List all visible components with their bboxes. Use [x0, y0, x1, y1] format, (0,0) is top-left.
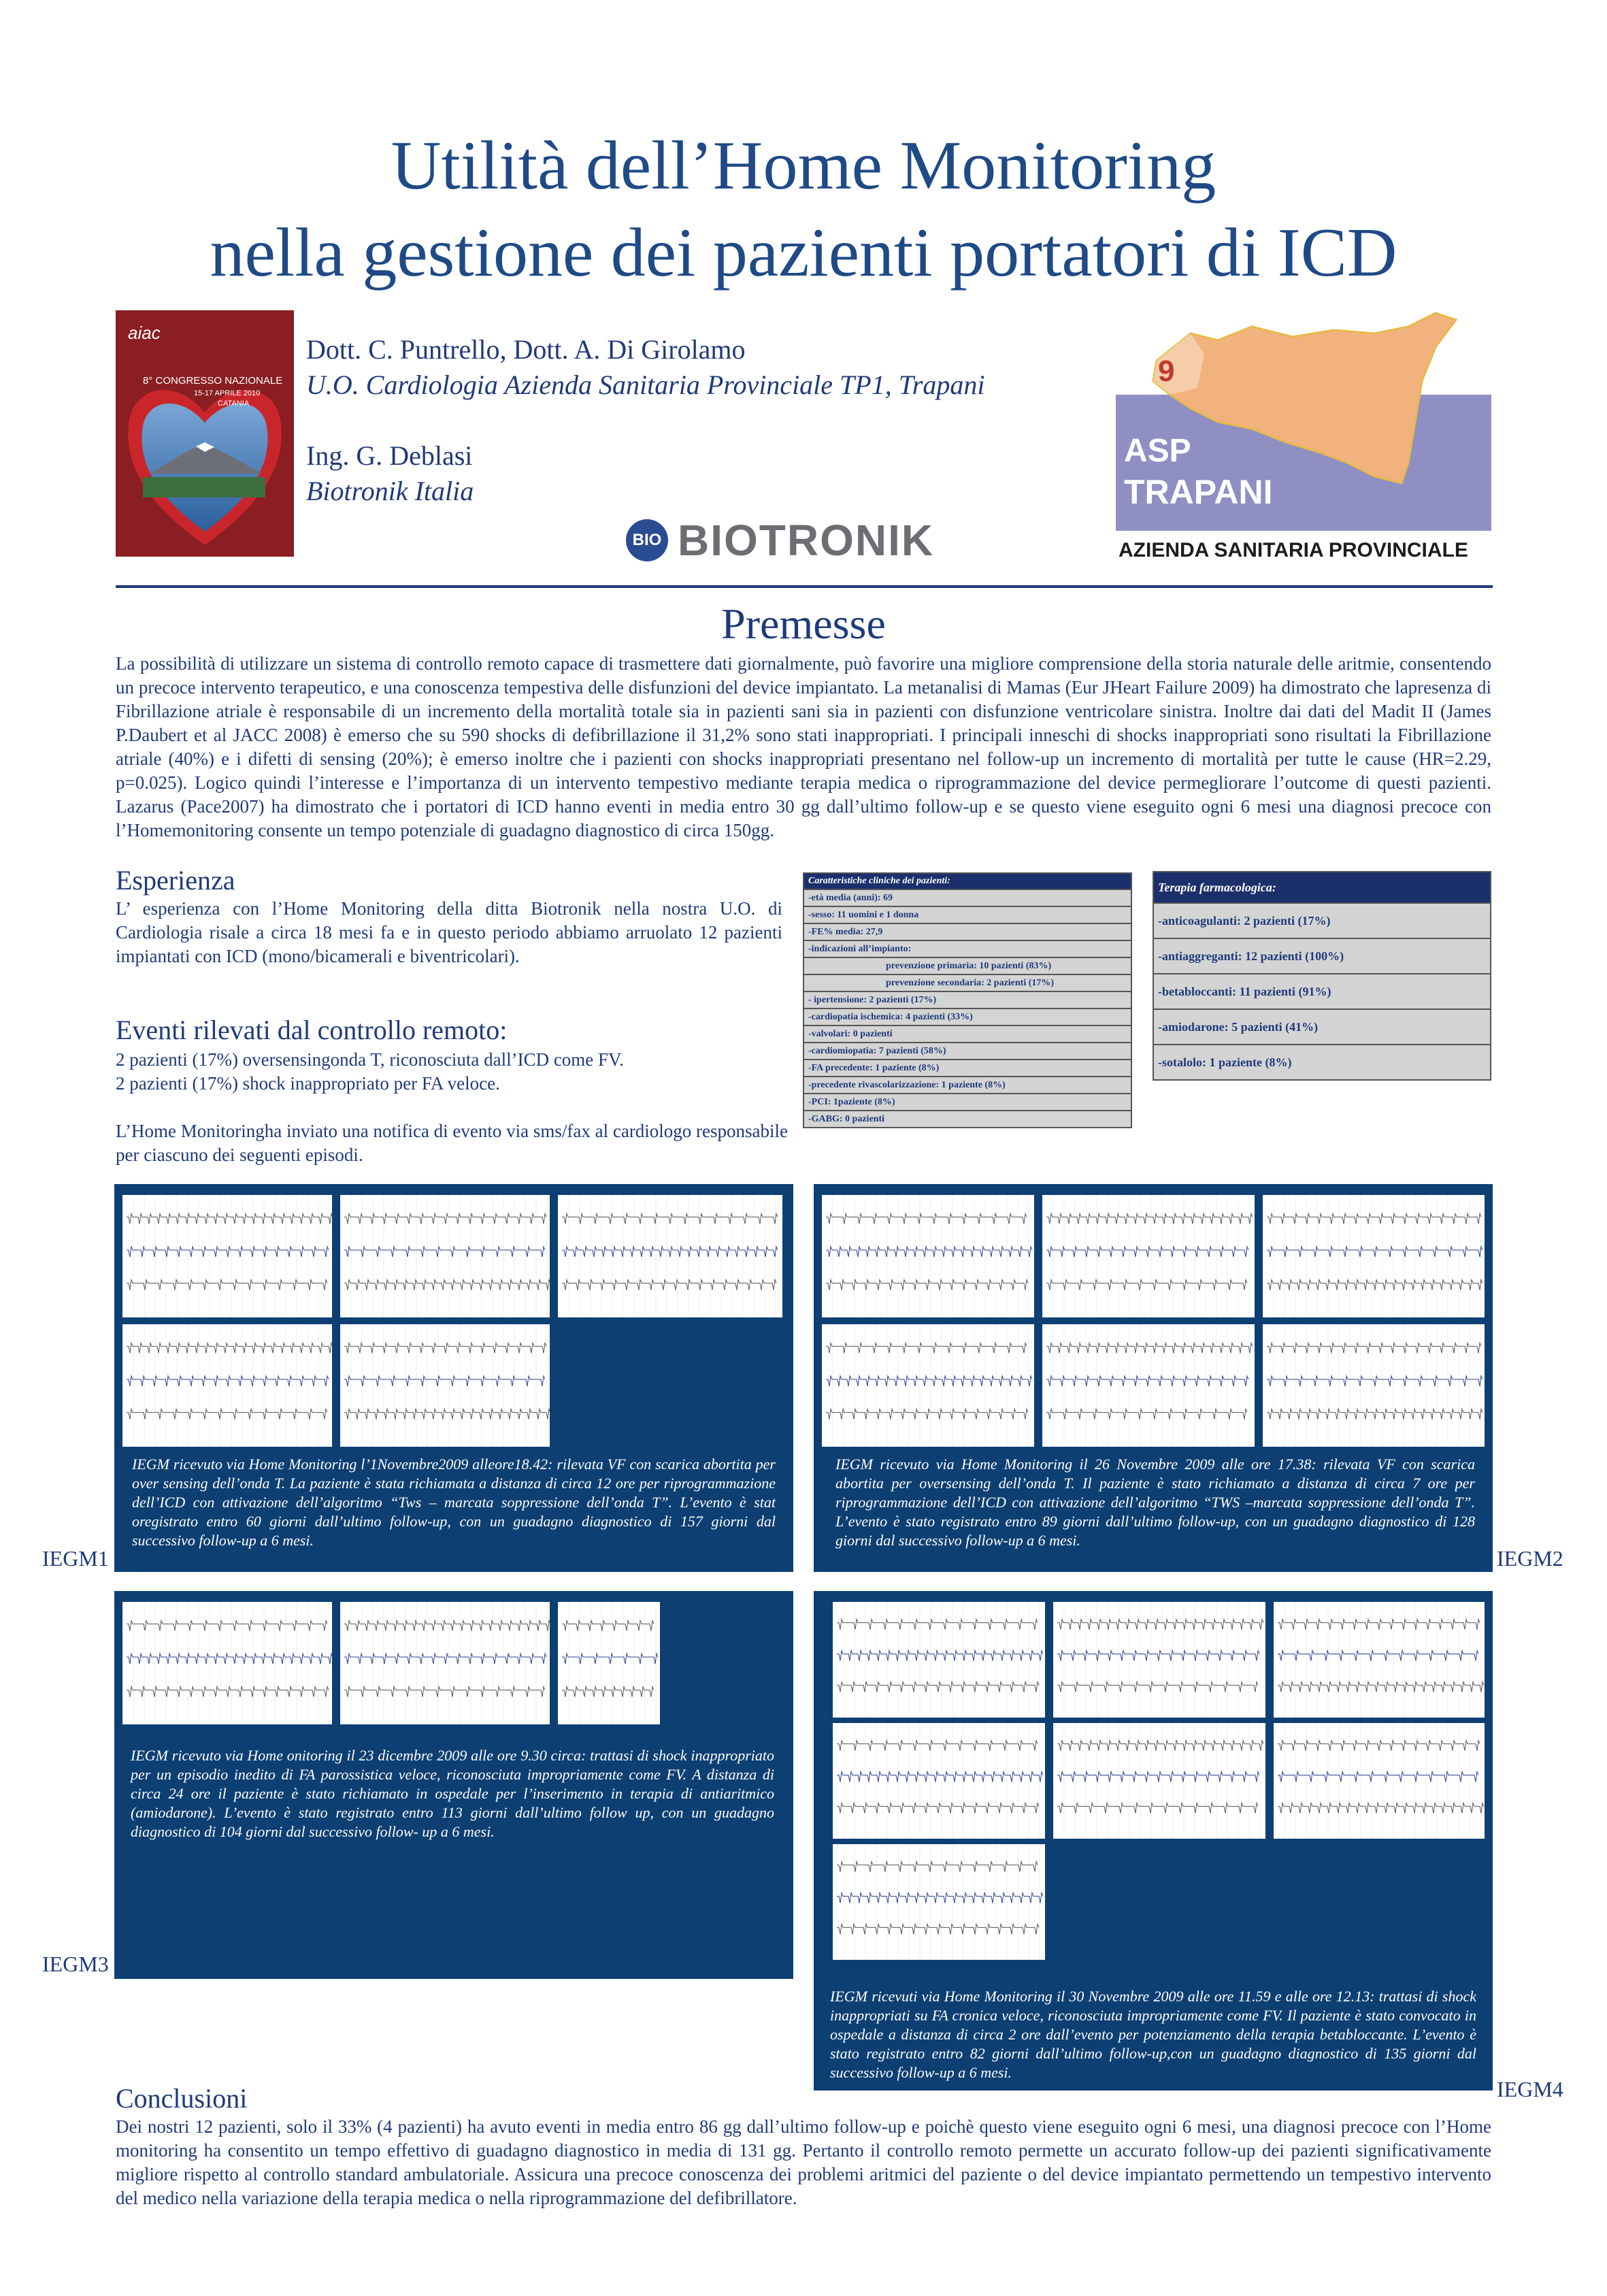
table-row: -precedente rivascolarizzazione: 1 paziente (8%) [804, 1077, 1131, 1094]
iegm-trace-image [122, 1602, 332, 1724]
iegm-trace [340, 1602, 550, 1724]
title-line-2: nella gestione dei pazienti portatori di ICD [210, 214, 1397, 291]
table-row: -FA precedente: 1 paziente (8%) [804, 1060, 1131, 1077]
asp-trapani-logo [1116, 306, 1491, 565]
iegm-trace [558, 1602, 660, 1724]
clinical-table [803, 872, 1132, 1128]
iegm3-panel [114, 1591, 793, 1979]
biotronik-logo [626, 517, 966, 563]
iegm-trace-image [833, 1602, 1045, 1718]
table-row: -sotalolo: 1 paziente (8%) [1153, 1045, 1491, 1080]
iegm-trace-image [1042, 1324, 1255, 1447]
table-row: -sesso: 11 uomini e 1 donna [804, 906, 1131, 923]
table-row: -cardiopatia ischemica: 4 pazienti (33%) [804, 1008, 1131, 1026]
iegm-trace-image [340, 1195, 550, 1317]
iegm-trace [122, 1324, 332, 1447]
iegm1-label: IEGM1 [42, 1546, 109, 1571]
authors-block [306, 332, 984, 509]
iegm-trace [1042, 1195, 1255, 1317]
iegm-trace [822, 1195, 1034, 1317]
iegm-trace-image [122, 1324, 332, 1447]
iegm-trace-image [833, 1844, 1045, 1960]
table-row: -indicazioni all’impianto: [804, 940, 1131, 957]
eventi-line-3: L’Home Monitoringha inviato una notifica di evento via sms/fax al cardiologo responsabile per ciascuno dei seguenti episodi. [116, 1121, 789, 1165]
iegm-trace-image [1042, 1195, 1255, 1317]
table-row: prevenzione secondaria: 2 pazienti (17%) [804, 974, 1131, 991]
iegm-trace [340, 1195, 550, 1317]
iegm4-caption: IEGM ricevuti via Home Monitoring il 30 Novembre 2009 alle ore 11.59 e alle ore 12.13: trattasi di shock inappropriati su FA cronica veloce, riconosciuta impropriamente come FV. Il paziente è stato convocato in ospedale a distanza di circa 2 ore dall’evento per potenziamento della terapia betabloccante. L’evento è stato registrato entro 82 giorni dall’ultimo follow-up,con un guadagno diagnostico di 135 giorni dal successivo follow-up a 6 mesi. [830, 1988, 1476, 2081]
iegm2-panel [814, 1184, 1493, 1572]
iegm-trace-image [822, 1195, 1034, 1317]
asp-number: 9 [1158, 355, 1175, 388]
esperienza-text: L’ esperienza con l’Home Monitoring della ditta Biotronik nella nostra U.O. di Cardiologia risale a circa 18 mesi fa e in questo periodo abbiamo arruolato 12 pazienti impiantati con ICD (mono/bicamerali e biventricolari). [116, 898, 782, 966]
asp-line2: TRAPANI [1124, 473, 1273, 511]
authors-doctors: Dott. C. Puntrello, Dott. A. Di Girolamo [306, 334, 746, 365]
iegm-trace [558, 1195, 782, 1317]
iegm-trace-image [833, 1723, 1045, 1839]
iegm2-caption: IEGM ricevuto via Home Monitoring il 26 Novembre 2009 alle ore 17.38: rilevata VF con scarica abortita per oversensing dell’onda T. Il paziente è stato richiamato a distanza di circa 7 ore per riprogrammazione dell’ICD con attivazione dell’algoritmo “TWS –marcata soppressione dell’onda T”. L’evento è stato registrato entro 89 giorni dall’ultimo follow-up, con un guadagno diagnostico di 128 giorni dal successivo follow-up a 6 mesi. [835, 1456, 1475, 1549]
iegm-trace [833, 1723, 1045, 1839]
iegm-trace [340, 1324, 550, 1447]
iegm-trace [833, 1602, 1045, 1718]
asp-line1: ASP [1124, 433, 1191, 469]
table-row: prevenzione primaria: 10 pazienti (83%) [804, 957, 1131, 974]
eventi-heading: Eventi rilevati dal controllo remoto: [116, 1015, 508, 1045]
biotronik-badge: BIO [626, 519, 668, 561]
biotronik-name: BIOTRONIK [678, 516, 935, 565]
authors-engineer: Ing. G. Deblasi [306, 440, 473, 471]
eventi-line-2: 2 pazienti (17%) shock inappropriato per FA veloce. [116, 1073, 500, 1094]
therapy-table [1153, 871, 1491, 1081]
aiac-congress: 8° CONGRESSO NAZIONALE [143, 375, 283, 387]
table-row: -PCI: 1paziente (8%) [804, 1094, 1131, 1111]
header-divider [116, 585, 1493, 588]
aiac-dates: 15-17 APRILE 2010 [194, 389, 261, 397]
iegm1-panel [114, 1184, 793, 1572]
premesse-heading: Premesse [721, 600, 886, 648]
iegm-trace-image [822, 1324, 1034, 1447]
table-row: -FE% media: 27,9 [804, 923, 1131, 940]
iegm2-label: IEGM2 [1497, 1546, 1563, 1571]
iegm4-panel [814, 1591, 1493, 2090]
table-row: -cardiomiopatia: 7 pazienti (58%) [804, 1043, 1131, 1060]
iegm-trace-image [1263, 1324, 1485, 1447]
iegm-trace-image [1274, 1602, 1485, 1718]
asp-line3: AZIENDA SANITARIA PROVINCIALE [1119, 539, 1468, 561]
iegm-trace-image [558, 1602, 660, 1724]
therapy-table-header: Terapia farmacologica: [1153, 872, 1491, 903]
iegm-trace [1053, 1723, 1265, 1839]
iegm-trace-image [1053, 1602, 1265, 1718]
table-row: -antiaggreganti: 12 pazienti (100%) [1153, 938, 1491, 974]
iegm-trace-image [1274, 1723, 1485, 1839]
iegm-trace [822, 1324, 1034, 1447]
iegm-trace [122, 1602, 332, 1724]
iegm-trace [833, 1844, 1045, 1960]
eventi-list [116, 1048, 796, 1167]
table-row: -betabloccanti: 11 pazienti (91%) [1153, 974, 1491, 1009]
conclusioni-text: Dei nostri 12 pazienti, solo il 33% (4 pazienti) ha avuto eventi in media entro 86 gg dall’ultimo follow-up e poichè questo viene eseguito ogni 6 mesi, una diagnosi precoce con l’Home monitoring ha consentito un tempo effettivo di guadagno diagnostico in media di 131 gg. Pertanto il controllo remoto permette un accurato follow-up dei pazienti significativamente migliore rispetto al controllo standard ambulatoriale. Assicura una precoce conoscenza dei problemi aritmici del paziente o del device impiantato permettendo un tempestivo intervento del medico nella variazione della terapia medica o nella riprogrammazione del defibrillatore. [116, 2116, 1491, 2208]
affiliation-company: Biotronik Italia [306, 476, 474, 506]
iegm3-label: IEGM3 [42, 1952, 109, 1976]
aiac-brand: aiac [128, 323, 161, 343]
conclusioni-heading: Conclusioni [116, 2083, 248, 2114]
table-row: -valvolari: 0 pazienti [804, 1026, 1131, 1043]
iegm-trace-image [340, 1602, 550, 1724]
title-line-1: Utilità dell’Home Monitoring [391, 127, 1216, 204]
table-row: -anticoagulanti: 2 pazienti (17%) [1153, 903, 1491, 938]
iegm-trace-image [122, 1195, 332, 1317]
iegm-trace-image [340, 1324, 550, 1447]
esperienza-heading: Esperienza [116, 865, 235, 896]
aiac-congress-logo [116, 310, 294, 557]
clinical-table-header: Caratteristiche cliniche dei pazienti: [804, 873, 1131, 889]
iegm-trace [122, 1195, 332, 1317]
affiliation-hospital: U.O. Cardiologia Azienda Sanitaria Provinciale TP1, Trapani [306, 370, 985, 400]
iegm4-label: IEGM4 [1497, 2077, 1563, 2101]
iegm-trace-image [558, 1195, 782, 1317]
table-row: -GABG: 0 pazienti [804, 1111, 1131, 1128]
iegm-trace [1042, 1324, 1255, 1447]
table-row: -età media (anni): 69 [804, 889, 1131, 906]
iegm-trace-image [1263, 1195, 1485, 1317]
iegm1-caption: IEGM ricevuto via Home Monitoring l’1Novembre2009 alleore18.42: rilevata VF con scarica abortita per over sensing dell’onda T. La paziente è stata richiamata a distanza di circa 12 ore per riprogrammazione dell’ICD con attivazione dell’algoritmo “Tws – marcata soppressione dell’onda T”. L’evento è stat oregistrato entro 60 giorni dall’ultimo follow-up, con un guadagno diagnostico di 157 giorni dal successivo follow-up a 6 mesi. [132, 1456, 776, 1549]
aiac-city: CATANIA [218, 399, 250, 408]
iegm-trace [1274, 1723, 1485, 1839]
iegm-trace [1053, 1602, 1265, 1718]
iegm-trace [1263, 1324, 1485, 1447]
eventi-line-1: 2 pazienti (17%) oversensingonda T, riconosciuta dall’ICD come FV. [116, 1049, 624, 1070]
iegm-trace-image [1053, 1723, 1265, 1839]
iegm-trace [1274, 1602, 1485, 1718]
iegm3-caption: IEGM ricevuto via Home onitoring il 23 dicembre 2009 alle ore 9.30 circa: trattasi di shock inappropriato per un episodio inedito di FA parossistica veloce, riconosciuta impropriamente come FV. A distanza di circa 24 ore il paziente è stato richiamato in ospedale per l’inserimento in terapia di antiaritmico (amiodarone). L’evento è stato registrato entro 113 giorni dall’ultimo follow up, con un guadagno diagnostico di 104 giorni dal successivo follow- up a 6 mesi. [131, 1747, 774, 1840]
table-row: - ipertensione: 2 pazienti (17%) [804, 991, 1131, 1008]
iegm-trace [1263, 1195, 1485, 1317]
table-row: -amiodarone: 5 pazienti (41%) [1153, 1009, 1491, 1045]
premesse-text: La possibilità di utilizzare un sistema di controllo remoto capace di trasmettere dati giornalmente, può favorire una migliore comprensione della storia naturale delle aritmie, consentendo un precoce intervento terapeutico, e una conoscenza tempestiva delle disfunzioni del device impiantato. La metanalisi di Mamas (Eur JHeart Failure 2009) ha dimostrato che lapresenza di Fibrillazione atriale è responsabile di un incremento della mortalità totale sia in pazienti sani sia in pazienti con disfunzione ventricolare sinistra. Inoltre dai dati del Madit II (James P.Daubert et al JACC 2008) è emerso che su 590 shocks di defibrillazione il 31,2% sono stati inappropriati. I principali inneschi di shocks inappropriati sono risultati la Fibrillazione atriale (40%) e i difetti di sensing (20%); è emerso inoltre che i pazienti con shocks inappropriati presentano nel follow-up un incremento di mortalità per tutte le cause (HR=2.29, p=0.025). Logico quindi l’interesse e l’importanza di un intervento tempestivo mediante terapia medica o riprogrammazione del device permegliorare l’outcome di questi pazienti. Lazarus (Pace2007) ha dimostrato che i portatori di ICD hanno eventi in media entro 30 gg dall’ultimo follow-up e se questo viene eseguito ogni 6 mesi una diagnosi precoce con l’Homemonitoring consente un tempo potenziale di guadagno diagnostico di circa 150gg. [116, 653, 1491, 840]
